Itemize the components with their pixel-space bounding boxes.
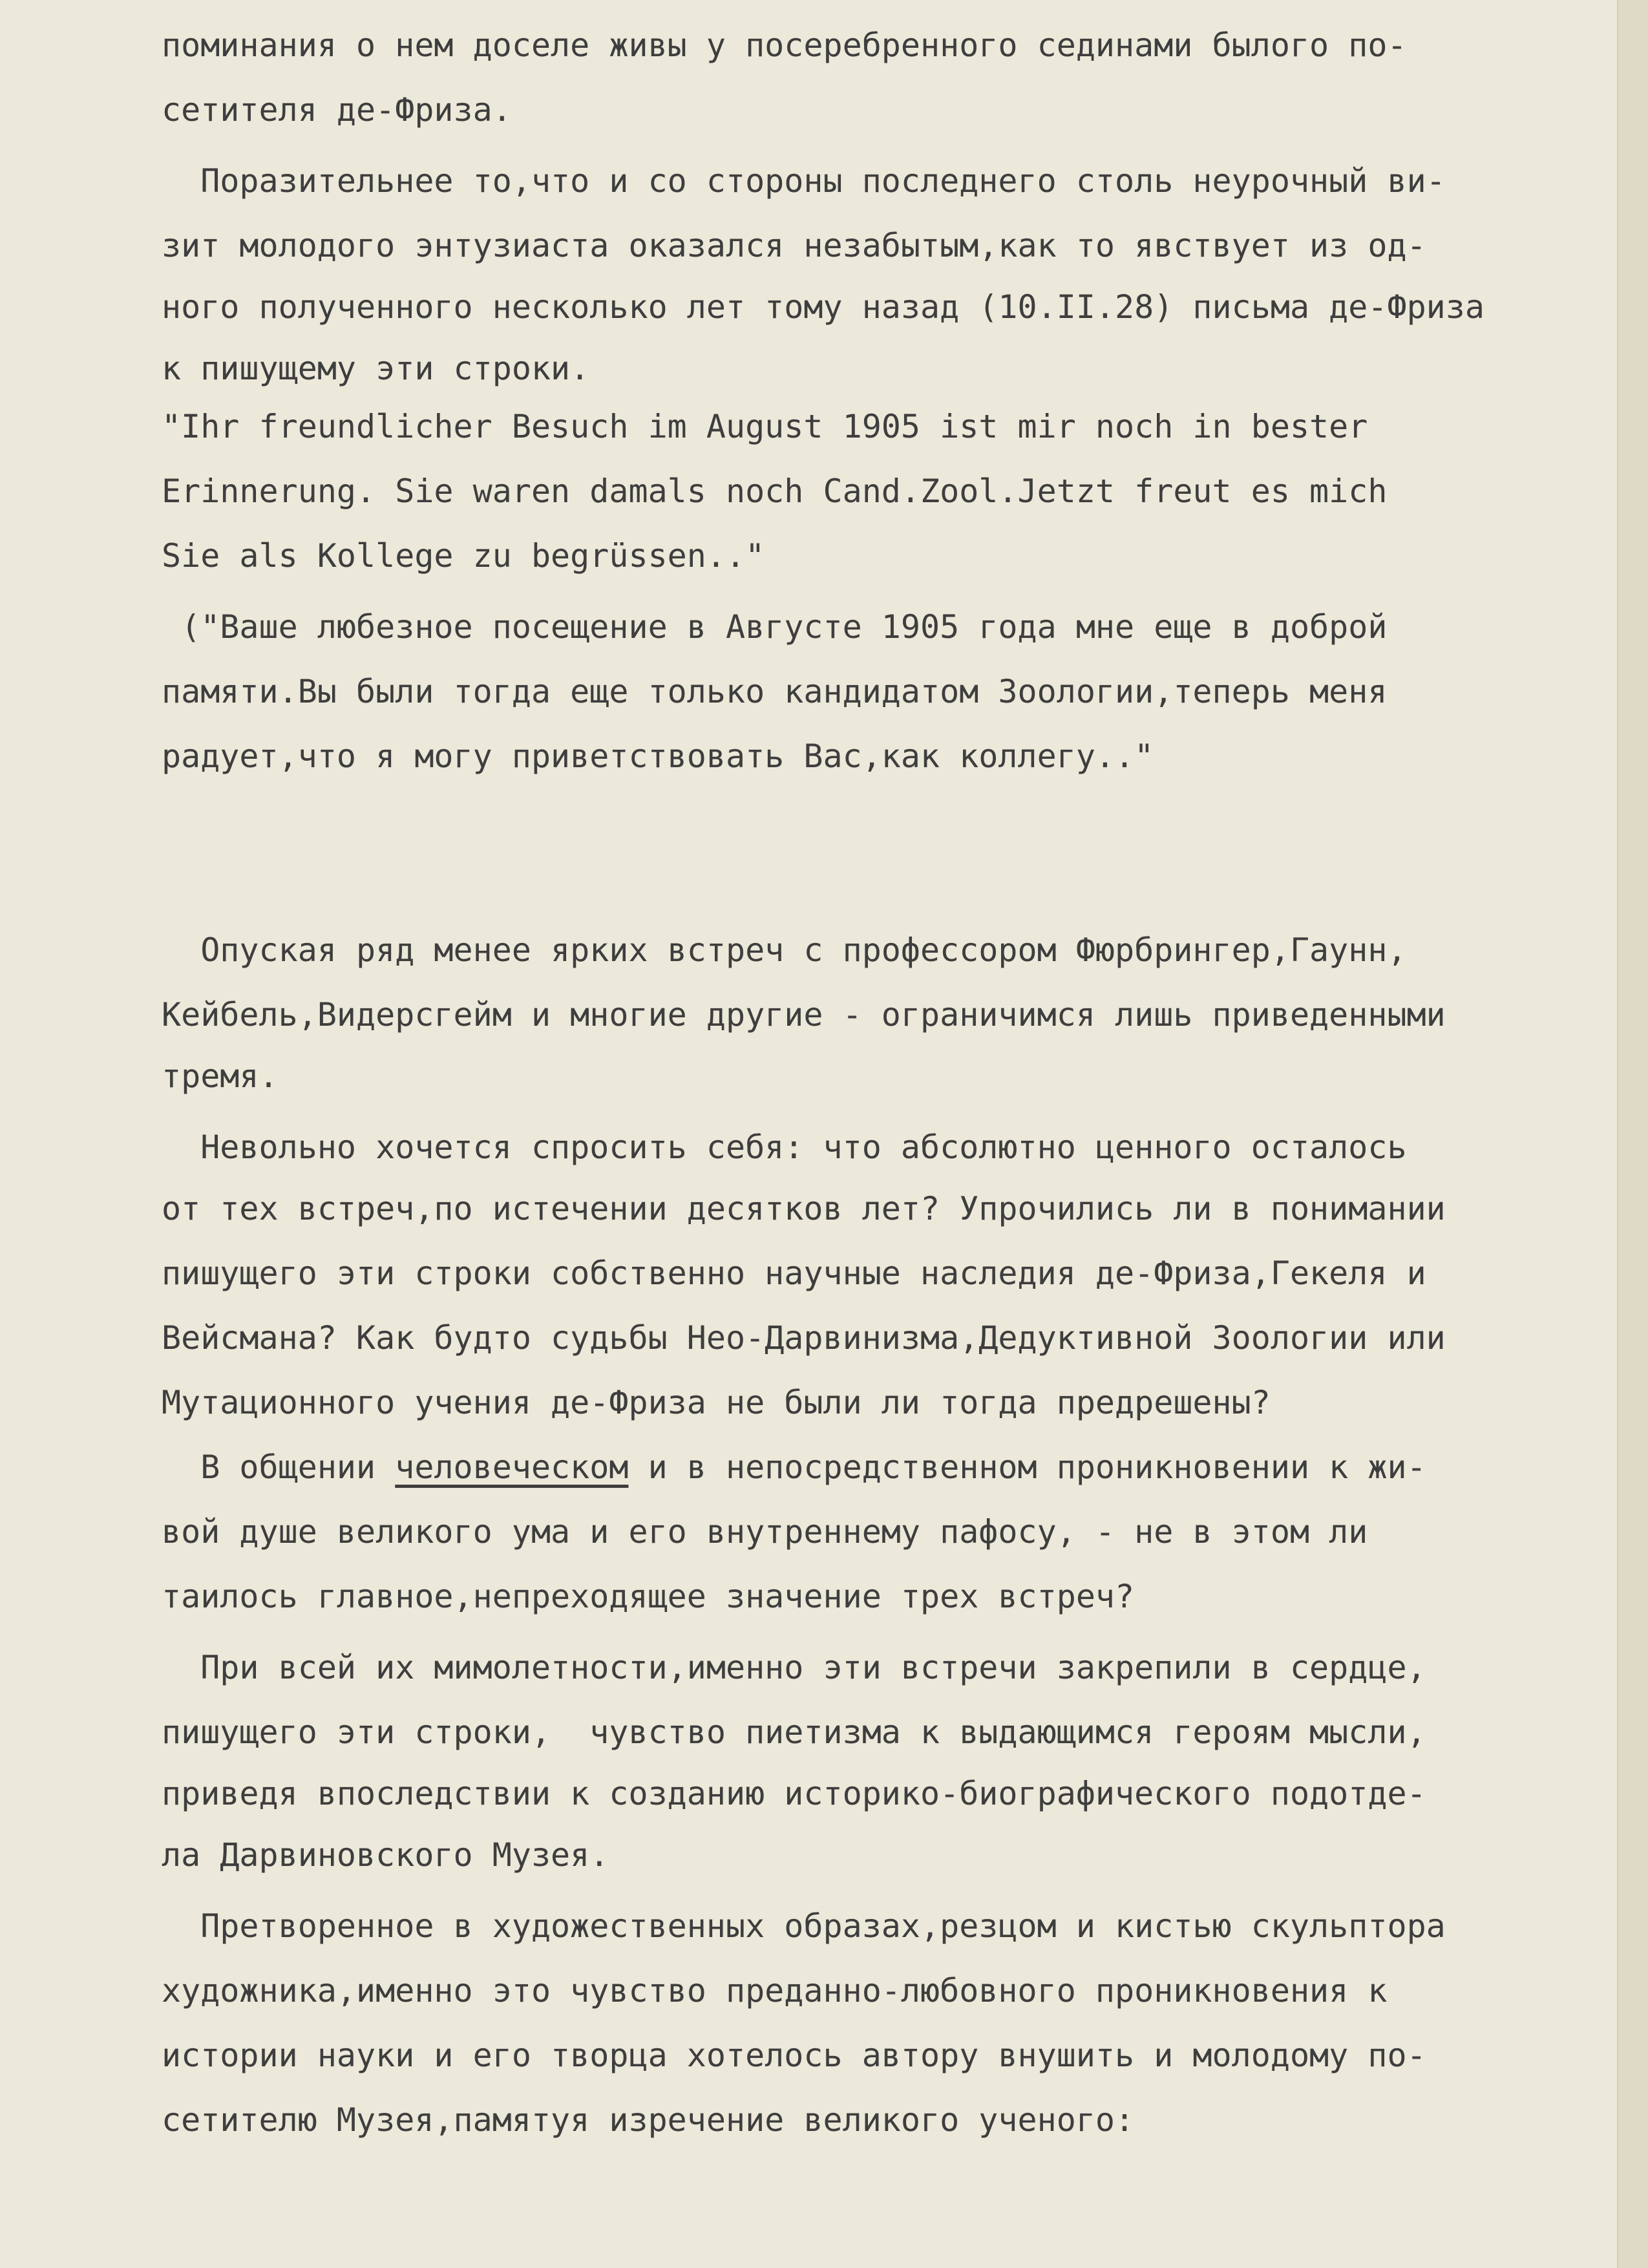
- text-line-16: Невольно хочется спросить себя: что абсолютно ценного осталось: [162, 1129, 1407, 1166]
- text-line-20: Мутационного учения де-Фриза не были ли тогда предрешены?: [162, 1384, 1271, 1421]
- text-line-10: ("Ваше любезное посещение в Августе 1905 года мне еще в доброй: [162, 608, 1388, 646]
- text-line-23: таилось главное,непреходящее значение трех встреч?: [162, 1578, 1135, 1615]
- text-line-11: памяти.Вы были тогда еще только кандидатом Зоологии,теперь меня: [162, 673, 1388, 710]
- text-line-8: Erinnerung. Sie waren damals noch Cand.Zool.Jetzt freut es mich: [162, 472, 1388, 510]
- text-line-21: [162, 1448, 1426, 1487]
- text-line-3: Поразительнее то,что и со стороны последнего столь неурочный ви-: [162, 162, 1446, 200]
- text-line-13: Опуская ряд менее ярких встреч с профессором Фюрбрингер,Гаунн,: [162, 931, 1407, 969]
- line-21-end: и в непосредственном проникновении к жи-: [628, 1448, 1426, 1486]
- text-line-22: вой душе великого ума и его внутреннему пафосу, - не в этом ли: [162, 1513, 1368, 1551]
- text-line-7: "Ihr freundlicher Besuch im August 1905 ist mir noch in bester: [162, 408, 1368, 445]
- text-line-5: ного полученного несколько лет тому назад (10.II.28) письма де-Фриза: [162, 288, 1484, 326]
- underlined-word: человеческом: [395, 1448, 629, 1486]
- text-line-27: ла Дарвиновского Музея.: [162, 1836, 609, 1874]
- text-line-2: сетителя де-Фриза.: [162, 91, 512, 129]
- text-line-28: Претворенное в художественных образах,резцом и кистью скульптора: [162, 1907, 1446, 1945]
- text-line-12: радует,что я могу приветствовать Вас,как коллегу..": [162, 737, 1154, 775]
- text-line-18: пишущего эти строки собственно научные наследия де-Фриза,Гекеля и: [162, 1255, 1426, 1292]
- text-line-30: истории науки и его творца хотелось автору внушить и молодому по-: [162, 2037, 1426, 2074]
- text-line-15: тремя.: [162, 1057, 279, 1095]
- text-line-25: пишущего эти строки, чувство пиетизма к выдающимся героям мысли,: [162, 1713, 1426, 1751]
- text-line-14: Кейбель,Видерсгейм и многие другие - ограничимся лишь приведенными: [162, 996, 1446, 1033]
- text-line-1: поминания о нем доселе живы у посеребренного сединами былого по-: [162, 26, 1407, 64]
- text-line-24: При всей их мимолетности,именно эти встречи закрепили в сердце,: [162, 1649, 1426, 1686]
- text-line-26: приведя впоследствии к созданию историко-биографического подотде-: [162, 1775, 1426, 1812]
- text-line-19: Вейсмана? Как будто судьбы Нео-Дарвинизма,Дедуктивной Зоологии или: [162, 1319, 1446, 1357]
- text-line-17: от тех встреч,по истечении десятков лет? Упрочились ли в понимании: [162, 1190, 1446, 1227]
- text-line-31: сетителю Музея,памятуя изречение великого ученого:: [162, 2101, 1135, 2139]
- page-edge: [1617, 0, 1648, 2268]
- text-line-4: зит молодого энтузиаста оказался незабытым,как то явствует из од-: [162, 227, 1426, 264]
- text-line-6: к пишущему эти строки.: [162, 350, 590, 387]
- line-21-start: В общении: [162, 1448, 396, 1486]
- text-line-29: художника,именно это чувство преданно-любовного проникновения к: [162, 1972, 1388, 2009]
- text-line-9: Sie als Kollege zu begrüssen..": [162, 537, 765, 575]
